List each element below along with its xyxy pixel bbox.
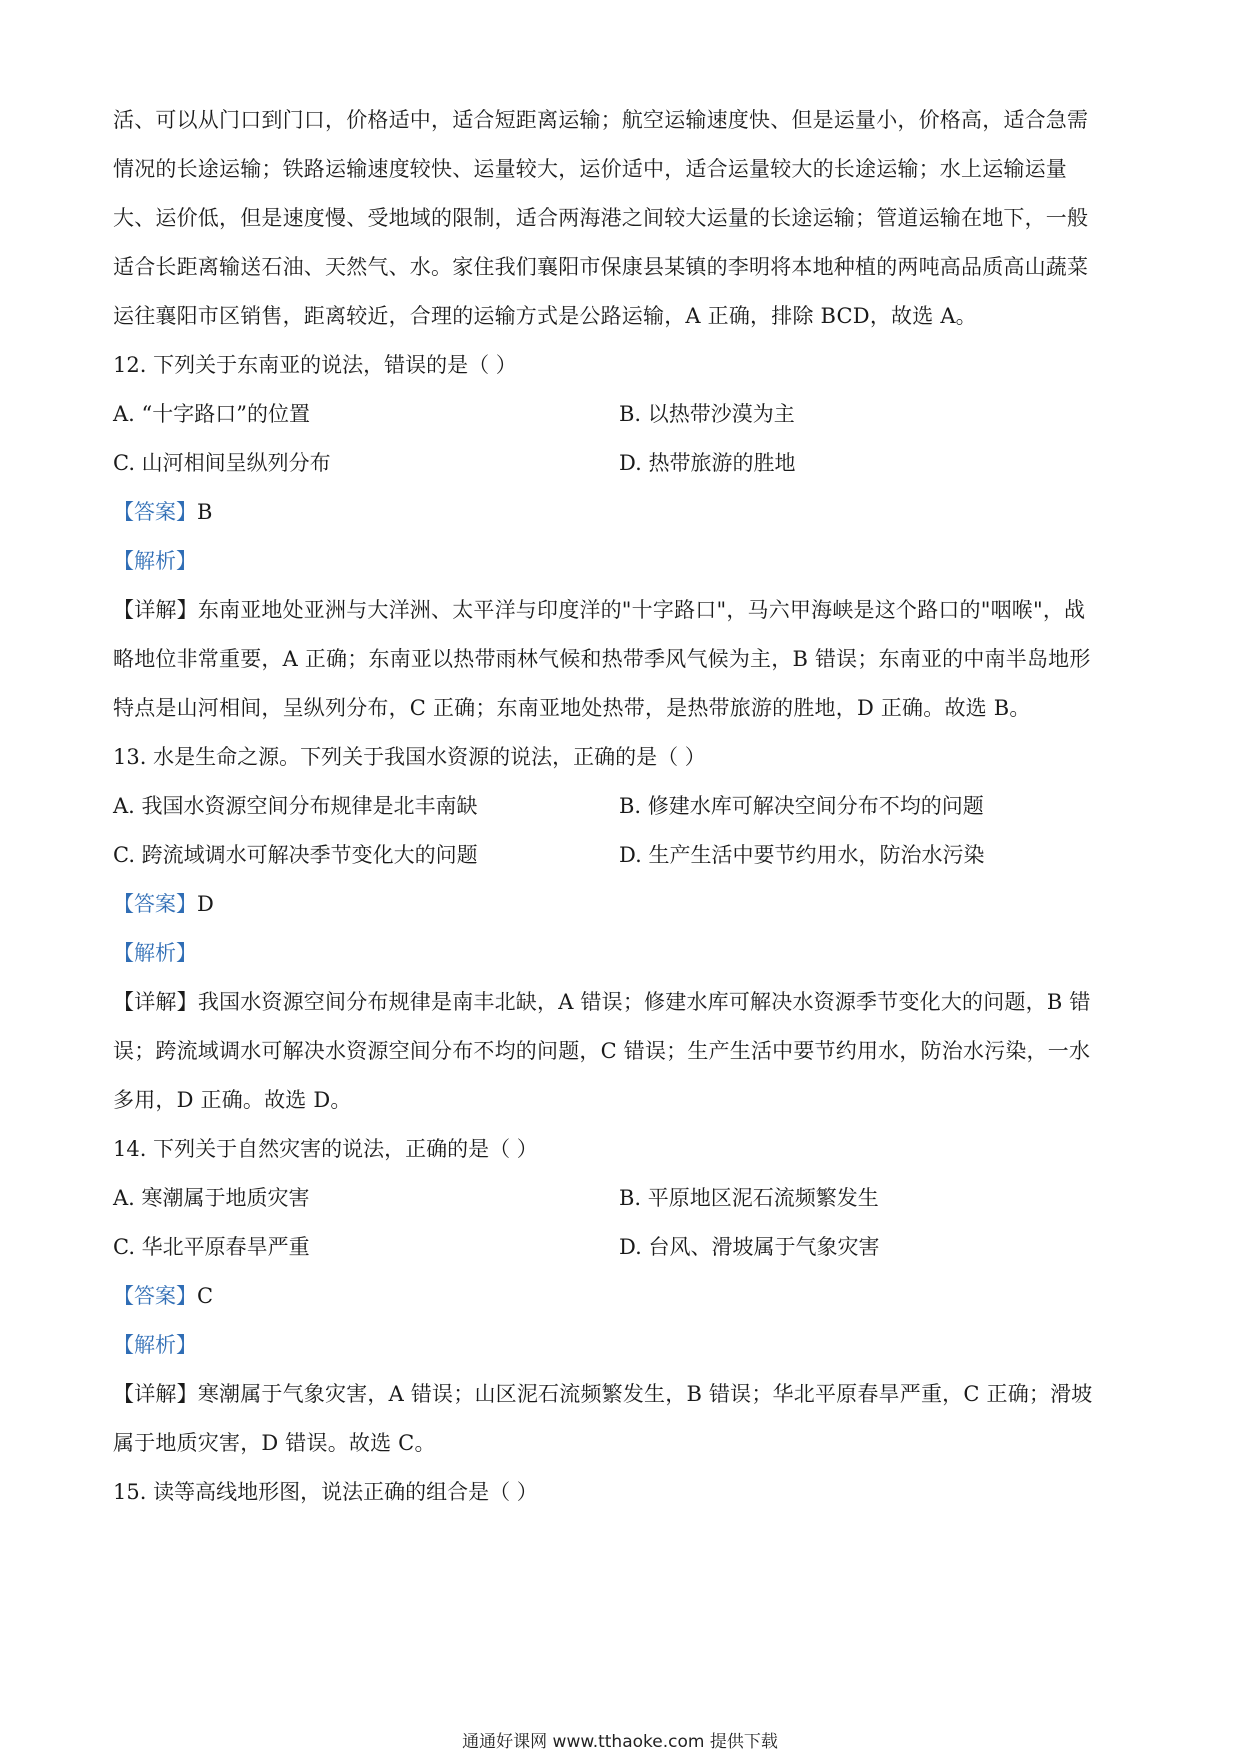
options-row (113, 1174, 1131, 1223)
text-line: 属于地质灾害，D 错误。故选 C。 (113, 1431, 436, 1455)
options-row (113, 782, 1131, 831)
option-c: C. 山河相间呈纵列分布 (113, 451, 331, 475)
option-b: B. 修建水库可解决空间分布不均的问题 (619, 794, 984, 818)
text-line (113, 1370, 1131, 1419)
options-row (113, 390, 1131, 439)
option-c: C. 跨流域调水可解决季节变化大的问题 (113, 843, 478, 867)
text-line: 大、运价低，但是速度慢、受地域的限制，适合两海港之间较大运量的长途运输；管道运输在地下，一般 (113, 206, 1089, 230)
option-b: B. 以热带沙漠为主 (619, 402, 795, 426)
question-14 (113, 1125, 1131, 1468)
analysis-tag: 【解析】 (113, 941, 197, 965)
option-d: D. 台风、滑坡属于气象灾害 (619, 1235, 880, 1259)
detail-tag: 【详解】 (113, 990, 198, 1014)
text-line (113, 586, 1131, 635)
option-a: A. 寒潮属于地质灾害 (113, 1186, 310, 1210)
question-12 (113, 341, 1131, 733)
text-line: 特点是山河相间，呈纵列分布，C 正确；东南亚地处热带，是热带旅游的胜地，D 正确。故选 B。 (113, 696, 1031, 720)
text-line: 情况的长途运输；铁路运输速度较快、运量较大，运价适中，适合运量较大的长途运输；水上运输运量 (113, 157, 1067, 181)
question-stem: 13. 水是生命之源。下列关于我国水资源的说法，正确的是（ ） (113, 745, 706, 769)
text-line (113, 978, 1131, 1027)
analysis-line (113, 929, 1131, 978)
answer-tag: 【答案】 (113, 1284, 197, 1308)
detail-paragraph (113, 1370, 1131, 1468)
question-stem: 12. 下列关于东南亚的说法，错误的是（ ） (113, 353, 517, 377)
detail-paragraph (113, 978, 1131, 1125)
answer-tag: 【答案】 (113, 892, 197, 916)
answer-tag: 【答案】 (113, 500, 197, 524)
answer-line (113, 880, 1131, 929)
option-a: A. 我国水资源空间分布规律是北丰南缺 (113, 794, 478, 818)
options-row (113, 831, 1131, 880)
answer-line (113, 1272, 1131, 1321)
question-13 (113, 733, 1131, 1125)
detail-text: 寒潮属于气象灾害，A 错误；山区泥石流频繁发生，B 错误；华北平原春旱严重，C 正确；滑坡 (197, 1382, 1093, 1406)
text-line: 多用，D 正确。故选 D。 (113, 1088, 352, 1112)
analysis-tag: 【解析】 (113, 549, 197, 573)
analysis-tag: 【解析】 (113, 1333, 197, 1357)
detail-tag: 【详解】 (113, 598, 198, 622)
answer-line (113, 488, 1131, 537)
detail-text: 东南亚地处亚洲与大洋洲、太平洋与印度洋的"十字路口"，马六甲海峡是这个路口的"咽喉"，战 (197, 598, 1086, 622)
text-line: 运往襄阳市区销售，距离较近，合理的运输方式是公路运输，A 正确，排除 BCD，故选 A。 (113, 304, 977, 328)
question-stem: 15. 读等高线地形图，说法正确的组合是（ ） (113, 1480, 538, 1504)
option-b: B. 平原地区泥石流频繁发生 (619, 1186, 879, 1210)
options-row (113, 439, 1131, 488)
options-row (113, 1223, 1131, 1272)
answer-value: D (197, 892, 214, 916)
page-content (113, 96, 1131, 1517)
answer-value: C (197, 1284, 214, 1308)
option-a: A. “十字路口”的位置 (113, 402, 310, 426)
detail-text: 我国水资源空间分布规律是南丰北缺，A 错误；修建水库可解决水资源季节变化大的问题，B 错 (197, 990, 1091, 1014)
page-footer: 通通好课网 www.tthaoke.com 提供下载 (462, 1732, 778, 1752)
detail-tag: 【详解】 (113, 1382, 198, 1406)
text-line: 适合长距离输送石油、天然气、水。家住我们襄阳市保康县某镇的李明将本地种植的两吨高品质高山蔬菜 (113, 255, 1089, 279)
question-15 (113, 1468, 1131, 1517)
text-line: 活、可以从门口到门口，价格适中，适合短距离运输；航空运输速度快、但是运量小，价格高，适合急需 (113, 108, 1089, 132)
intro-paragraph (113, 96, 1131, 341)
text-line: 误；跨流域调水可解决水资源空间分布不均的问题，C 错误；生产生活中要节约用水，防治水污染，一水 (113, 1039, 1091, 1063)
analysis-line (113, 537, 1131, 586)
option-d: D. 生产生活中要节约用水，防治水污染 (619, 843, 985, 867)
answer-value: B (197, 500, 213, 524)
analysis-line (113, 1321, 1131, 1370)
option-c: C. 华北平原春旱严重 (113, 1235, 310, 1259)
detail-paragraph (113, 586, 1131, 733)
question-stem: 14. 下列关于自然灾害的说法，正确的是（ ） (113, 1137, 538, 1161)
option-d: D. 热带旅游的胜地 (619, 451, 796, 475)
text-line: 略地位非常重要，A 正确；东南亚以热带雨林气候和热带季风气候为主，B 错误；东南亚的中南半岛地形 (113, 647, 1091, 671)
